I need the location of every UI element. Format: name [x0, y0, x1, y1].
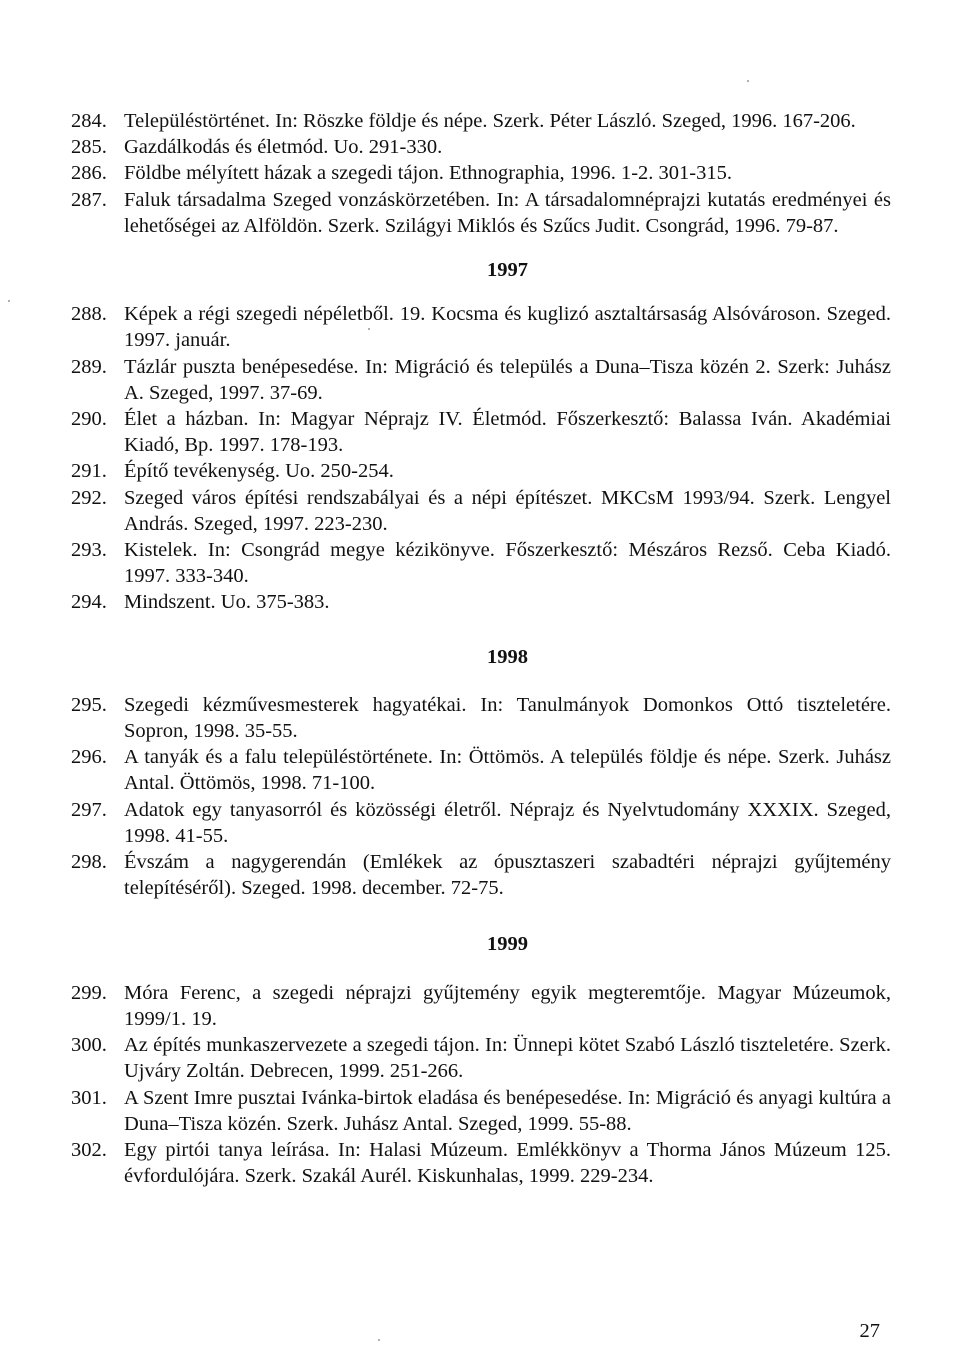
entry-text: Szegedi kézművesmesterek hagyatékai. In: Tanulmányok Domonkos Ottó tiszteletére. Sopron, 1998. 35-55. — [124, 693, 891, 743]
bibliography-entry — [71, 485, 891, 537]
entry-text: Adatok egy tanyasorról és közösségi életről. Néprajz és Nyelvtudomány XXXIX. Szeged, 1998. 41-55. — [124, 798, 891, 847]
entry-number: 284. — [71, 110, 107, 132]
scan-speck — [368, 328, 370, 330]
page-number: 27 — [859, 1320, 880, 1342]
entry-number: 293. — [71, 539, 107, 562]
entry-number: 295. — [71, 693, 107, 716]
scan-speck — [747, 80, 749, 82]
entry-number: 285. — [71, 136, 107, 159]
entry-text: A Szent Imre pusztai Ivánka-birtok eladása és benépesedése. In: Migráció és anyagi kultúra a Duna–Tisza közén. Szerk. Juhász Antal. Szeged, 1999. 55-88. — [124, 1086, 891, 1135]
entry-number: 297. — [71, 798, 107, 821]
bibliography-entry — [71, 1032, 891, 1084]
bibliography-entry — [71, 406, 891, 458]
entry-text: Kistelek. In: Csongrád megye kézikönyve. Főszerkesztő: Mészáros Rezső. Ceba Kiadó. 1997. 333-340. — [124, 539, 891, 588]
entry-text: Szeged város építési rendszabályai és a népi építészet. MKCsM 1993/94. Szerk. Lengyel András. Szeged, 1997. 223-230. — [124, 486, 891, 535]
entry-text: Mindszent. Uo. 375-383. — [124, 591, 330, 614]
entry-number: 299. — [71, 981, 107, 1004]
entry-text: Az építés munkaszervezete a szegedi tájon. In: Ünnepi kötet Szabó László tiszteletére. Szerk. Ujváry Zoltán. Debrecen, 1999. 251-266. — [124, 1034, 891, 1083]
year-heading-1997: 1997 — [487, 259, 528, 282]
entry-text: A tanyák és a falu településtörténete. In: Öttömös. A település földje és népe. Szerk. Juhász Antal. Öttömös, 1998. 71-100. — [124, 746, 891, 795]
entry-text: Tázlár puszta benépesedése. In: Migráció és település a Duna–Tisza közén 2. Szerk: Juhász A. Szeged, 1997. 37-69. — [124, 355, 891, 404]
entry-text: Élet a házban. In: Magyar Néprajz IV. Életmód. Főszerkesztő: Balassa Iván. Akadémiai Kiadó, Bp. 1997. 178-193. — [124, 408, 891, 457]
bibliography-entry — [71, 458, 891, 484]
entry-text: Építő tevékenység. Uo. 250-254. — [124, 460, 394, 483]
bibliography-entry — [71, 692, 891, 744]
year-heading-1998: 1998 — [487, 645, 528, 668]
entry-text: Földbe mélyített házak a szegedi tájon. Ethnographia, 1996. 1-2. 301-315. — [124, 162, 733, 185]
entry-text: Gazdálkodás és életmód. Uo. 291-330. — [124, 136, 443, 159]
bibliography-entry — [71, 1085, 891, 1137]
bibliography-entry — [71, 1137, 891, 1189]
entry-number: 300. — [71, 1034, 107, 1057]
entry-number: 288. — [71, 303, 107, 326]
year-heading-1999: 1999 — [487, 933, 528, 956]
entry-number: 290. — [71, 408, 107, 431]
entry-number: 296. — [71, 746, 107, 769]
bibliography-entry — [71, 589, 891, 615]
entry-number: 286. — [71, 162, 107, 185]
bibliography-entry — [71, 187, 891, 239]
entry-text: Évszám a nagygerendán (Emlékek az ópusztaszeri szabadtéri néprajzi gyűjtemény telepítéséről). Szeged. 1998. december. 72-75. — [124, 851, 891, 900]
scan-speck — [8, 300, 10, 302]
entry-text: Képek a régi szegedi népéletből. 19. Kocsma és kuglizó asztaltársaság Alsóvároson. Szeged. 1997. január. — [124, 303, 891, 352]
bibliography-entry — [71, 744, 891, 796]
entry-text: Egy pirtói tanya leírása. In: Halasi Múzeum. Emlékkönyv a Thorma János Múzeum 125. évfordulójára. Szerk. Szakál Aurél. Kiskunhalas, 1999. 229-234. — [124, 1138, 891, 1188]
bibliography-entry — [71, 980, 891, 1032]
bibliography-entry — [71, 537, 891, 589]
bibliography-entry — [71, 797, 891, 849]
entry-number: 289. — [71, 355, 107, 378]
entry-number: 291. — [71, 460, 107, 483]
entry-text: Faluk társadalma Szeged vonzáskörzetében. In: A társadalomnéprajzi kutatás eredményei és lehetőségei az Alföldön. Szerk. Szilágyi Miklós és Szűcs Judit. Csongrád, 1996. 79-87. — [124, 188, 891, 237]
entry-number: 287. — [71, 188, 107, 211]
bibliography-entry — [71, 108, 891, 134]
bibliography-entry — [71, 134, 891, 160]
entry-text: Móra Ferenc, a szegedi néprajzi gyűjtemény egyik megteremtője. Magyar Múzeumok, 1999/1. 19. — [124, 981, 891, 1030]
bibliography-list — [71, 108, 891, 1189]
bibliography-entry — [71, 160, 891, 186]
entry-number: 292. — [71, 486, 107, 509]
entry-number: 302. — [71, 1138, 107, 1161]
scan-speck — [378, 1339, 380, 1341]
bibliography-entry — [71, 354, 891, 406]
bibliography-entry — [71, 301, 891, 353]
entry-number: 301. — [71, 1086, 107, 1109]
entry-number: 294. — [71, 591, 107, 614]
bibliography-entry — [71, 849, 891, 901]
entry-text: Településtörténet. In: Röszke földje és népe. Szerk. Péter László. Szeged, 1996. 167-206. — [124, 110, 856, 132]
entry-number: 298. — [71, 851, 107, 874]
